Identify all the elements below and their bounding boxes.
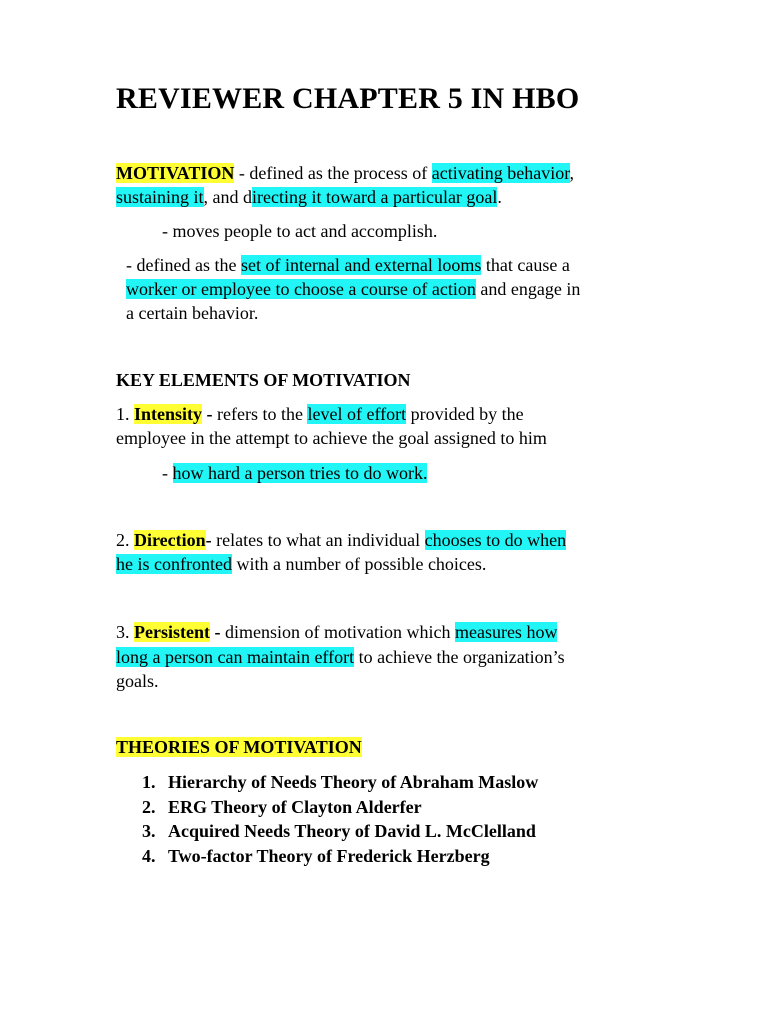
motivation-highlight: irecting it toward a particular goal xyxy=(252,187,498,207)
intensity-term: Intensity xyxy=(134,404,203,424)
intensity-highlight: how hard a person tries to do work. xyxy=(172,463,428,483)
key-elements-heading: KEY ELEMENTS OF MOTIVATION xyxy=(116,370,411,390)
motivation-highlight: worker or employee to choose a course of action xyxy=(126,279,476,299)
theories-list xyxy=(142,770,538,868)
list-item xyxy=(142,819,538,844)
motivation-line-1 xyxy=(116,161,574,185)
theories-heading-text: THEORIES OF MOTIVATION xyxy=(116,737,362,757)
motivation-bullet-2-line-1 xyxy=(126,253,570,277)
direction-line-1 xyxy=(116,528,566,552)
direction-line-2 xyxy=(116,552,486,576)
motivation-text: . xyxy=(497,187,502,207)
direction-term: Direction xyxy=(134,530,206,550)
motivation-text: , and d xyxy=(203,187,253,207)
list-item xyxy=(142,795,538,820)
bullet-dash: - xyxy=(162,463,173,483)
list-number: 3. xyxy=(142,821,156,841)
list-item xyxy=(142,770,538,795)
intensity-sub-bullet xyxy=(162,461,427,485)
motivation-text: - defined as the process of xyxy=(234,163,432,183)
term-dash: - xyxy=(202,404,218,424)
motivation-line-2 xyxy=(116,185,502,209)
persistent-line-1 xyxy=(116,620,557,644)
motivation-highlight: sustaining it xyxy=(116,187,204,207)
motivation-bullet-2-line-3: a certain behavior. xyxy=(126,303,259,323)
intensity-text: provided by the xyxy=(406,404,524,424)
motivation-text: that cause a xyxy=(481,255,570,275)
persistent-highlight: measures how xyxy=(454,622,558,642)
intensity-highlight: level of effort xyxy=(307,404,407,424)
list-number: 4. xyxy=(142,845,156,866)
intensity-text: refers to the xyxy=(217,404,308,424)
list-item xyxy=(142,844,538,869)
term-dash: - xyxy=(209,622,225,642)
list-number: 1. xyxy=(142,772,156,792)
persistent-line-3: goals. xyxy=(116,671,159,691)
list-number: 2. xyxy=(142,796,156,817)
persistent-text: dimension of motivation which xyxy=(224,622,455,642)
persistent-highlight: long a person can maintain effort xyxy=(116,647,355,667)
motivation-text: - defined as the xyxy=(126,255,241,275)
list-number: 2. xyxy=(116,530,134,550)
theory-name: Acquired Needs Theory of David L. McClelland xyxy=(168,821,536,841)
list-number: 3. xyxy=(116,622,134,642)
persistent-term: Persistent xyxy=(134,622,210,642)
list-number: 1. xyxy=(116,404,134,424)
theory-name: ERG Theory of Clayton Alderfer xyxy=(168,796,422,817)
direction-highlight: he is confronted xyxy=(116,554,232,574)
theory-name: Hierarchy of Needs Theory of Abraham Maslow xyxy=(168,772,539,792)
motivation-bullet-1: - moves people to act and accomplish. xyxy=(162,221,438,241)
motivation-bullet-2-line-2 xyxy=(126,277,580,301)
motivation-term: MOTIVATION xyxy=(116,163,235,183)
theories-heading xyxy=(116,735,362,759)
motivation-text: , xyxy=(569,163,575,183)
motivation-highlight: activating behavior xyxy=(431,163,570,183)
persistent-text: to achieve the organization’s xyxy=(354,647,565,667)
intensity-line-1 xyxy=(116,402,524,426)
theory-name: Two-factor Theory of Frederick Herzberg xyxy=(168,845,490,866)
direction-text: relates to what an individual xyxy=(216,530,425,550)
intensity-line-2: employee in the attempt to achieve the goal assigned to him xyxy=(116,428,547,448)
motivation-text: and engage in xyxy=(475,279,581,299)
persistent-line-2 xyxy=(116,645,565,669)
term-dash: - xyxy=(205,530,217,550)
direction-highlight: chooses to do when xyxy=(424,530,567,550)
document-title: REVIEWER CHAPTER 5 IN HBO xyxy=(116,82,580,115)
direction-text: with a number of possible choices. xyxy=(231,554,487,574)
motivation-highlight: set of internal and external looms xyxy=(240,255,482,275)
